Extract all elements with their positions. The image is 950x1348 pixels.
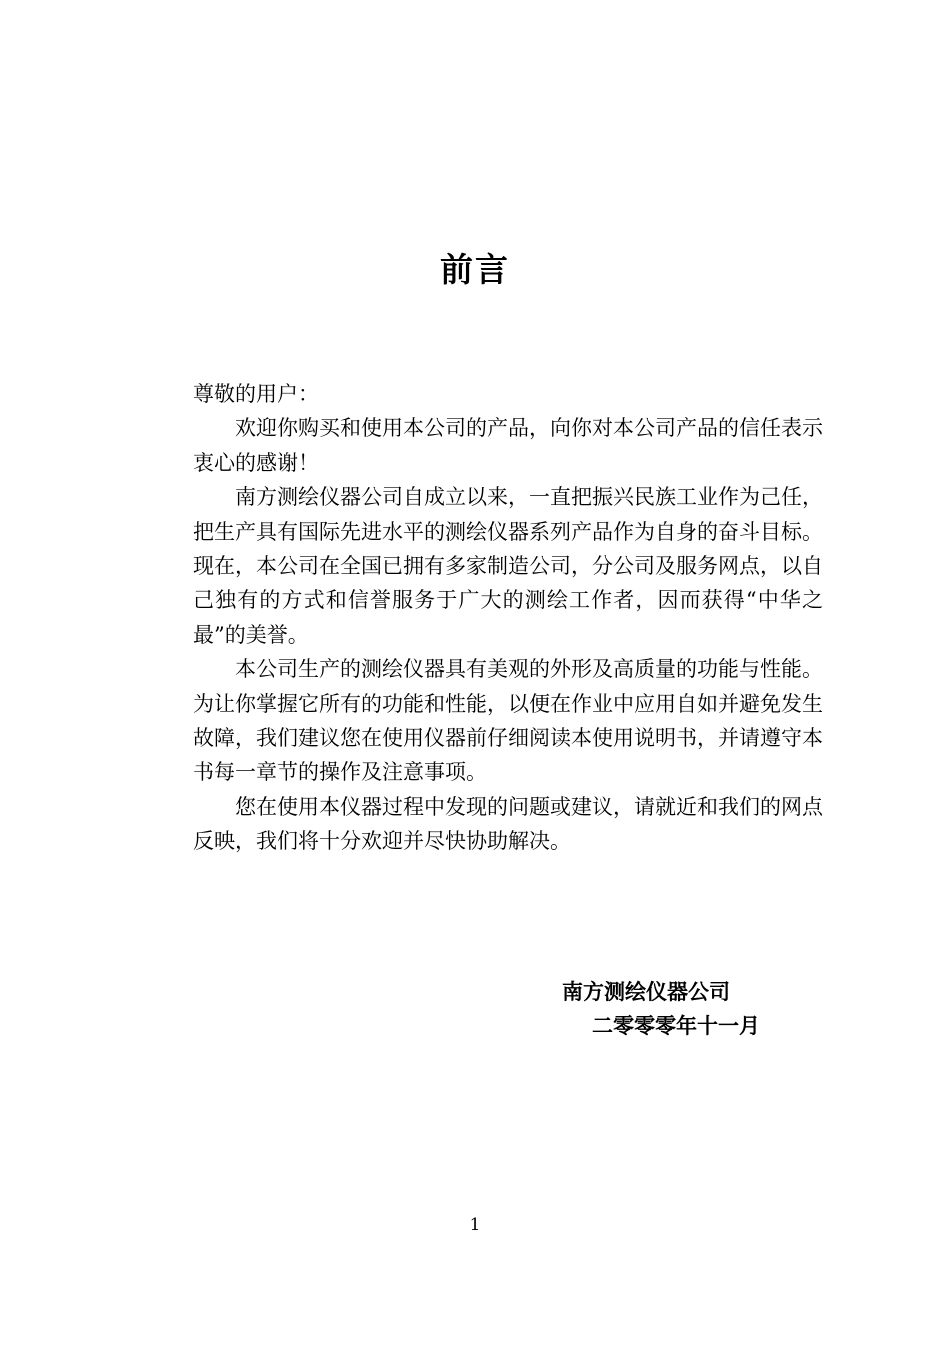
preface-body [193,377,823,859]
paragraph-product-quality: 本公司生产的测绘仪器具有美观的外形及高质量的功能与性能。为让你掌握它所有的功能和性能，以便在作业中应用自如并避免发生故障，我们建议您在使用仪器前仔细阅读本使用说明书，并请遵守本书每一章节的操作及注意事项。 [193,657,823,785]
signature-company: 南方测绘仪器公司 [562,979,730,1004]
signature-date: 二零零零年十一月 [592,1013,760,1038]
paragraph-company-history: 南方测绘仪器公司自成立以来，一直把振兴民族工业作为己任，把生产具有国际先进水平的测绘仪器系列产品作为自身的奋斗目标。现在，本公司在全国已拥有多家制造公司，分公司及服务网点，以自己独有的方式和信誉服务于广大的测绘工作者，因而获得“中华之最”的美誉。 [193,485,823,647]
page-title: 前言 [440,250,510,289]
greeting: 尊敬的用户： [193,382,319,406]
paragraph-welcome: 欢迎你购买和使用本公司的产品，向你对本公司产品的信任表示衷心的感谢！ [193,416,823,475]
page-number: 1 [469,1215,481,1235]
paragraph-feedback: 您在使用本仪器过程中发现的问题或建议，请就近和我们的网点反映，我们将十分欢迎并尽快协助解决。 [193,794,823,854]
signature-block [562,975,760,1043]
